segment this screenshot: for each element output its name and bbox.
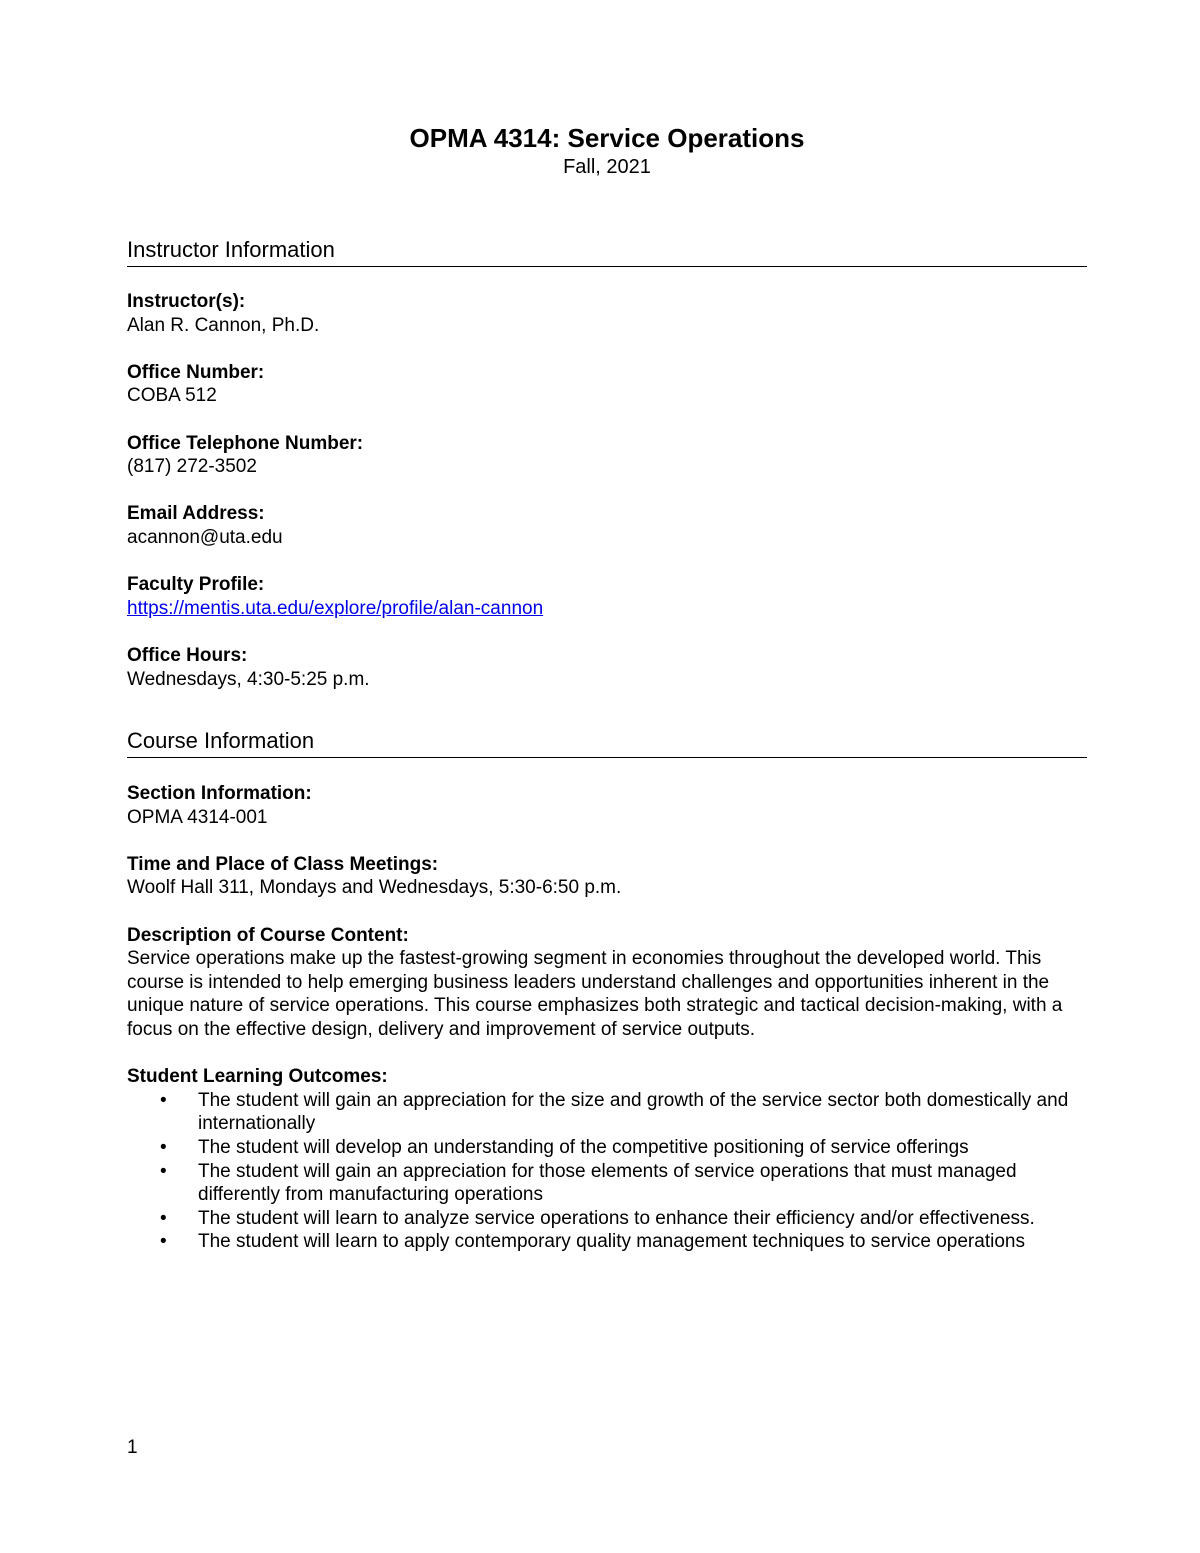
office-number-field: [127, 361, 1087, 408]
instructor-section-header: [127, 236, 1087, 267]
bullet-icon: •: [160, 1207, 167, 1229]
instructor-fields: [127, 290, 1087, 715]
office-hours: Wednesdays, 4:30-5:25 p.m.: [127, 668, 370, 690]
learning-outcomes-list: [127, 1089, 1087, 1254]
field-label: Section Information:: [127, 783, 312, 804]
bullet-icon: •: [160, 1136, 167, 1158]
list-item: [127, 1136, 1087, 1160]
field-label: Office Hours:: [127, 644, 248, 666]
office-hours-field: [127, 644, 1087, 691]
course-term: Fall, 2021: [563, 156, 651, 178]
course-title: OPMA 4314: Service Operations: [409, 123, 805, 153]
bullet-icon: •: [160, 1160, 167, 1182]
list-item: [127, 1207, 1087, 1231]
list-item: [127, 1230, 1087, 1254]
course-description: Service operations make up the fastest-growing segment in economies throughout the developed world. This course is intended to help emerging business leaders understand challenges and opportunities inherent in the unique nature of service operations. This course emphasizes both strategic and tactical decision-making, with a focus on the effective design, delivery and improvement of service outputs.: [127, 948, 1063, 1040]
course-section-heading: Course Information: [127, 727, 1087, 758]
outcome-text: The student will gain an appreciation for those elements of service operations that must managed differently from manufacturing operations: [198, 1160, 1017, 1206]
instructor-name: Alan R. Cannon, Ph.D.: [127, 314, 320, 336]
faculty-profile-field: [127, 573, 1087, 620]
course-section-header: [127, 727, 1087, 758]
page-number: 1: [127, 1437, 138, 1458]
office-telephone: (817) 272-3502: [127, 456, 257, 478]
list-item: [127, 1160, 1087, 1207]
outcome-text: The student will learn to apply contemporary quality management techniques to service operations: [198, 1231, 1025, 1253]
bullet-icon: •: [160, 1089, 167, 1111]
field-label: Instructor(s):: [127, 291, 246, 312]
field-label: Email Address:: [127, 503, 265, 525]
email-address: acannon@uta.edu: [127, 526, 283, 548]
bullet-icon: •: [160, 1231, 167, 1253]
class-meetings-field: [127, 853, 1087, 900]
learning-outcomes-field: [127, 1065, 1087, 1254]
course-description-field: [127, 924, 1087, 1042]
instructor-section-heading: Instructor Information: [127, 236, 1087, 267]
office-number: COBA 512: [127, 385, 217, 407]
instructor-field: [127, 290, 1087, 337]
outcome-text: The student will develop an understanding of the competitive positioning of service offerings: [198, 1136, 969, 1158]
list-item: [127, 1089, 1087, 1136]
field-label: Office Telephone Number:: [127, 432, 364, 454]
field-label: Student Learning Outcomes:: [127, 1066, 388, 1088]
section-information: OPMA 4314-001: [127, 806, 268, 828]
field-label: Time and Place of Class Meetings:: [127, 853, 439, 875]
course-fields: [127, 782, 1087, 1277]
field-label: Faculty Profile:: [127, 574, 265, 596]
class-meetings: Woolf Hall 311, Mondays and Wednesdays, 5:30-6:50 p.m.: [127, 877, 622, 899]
outcome-text: The student will gain an appreciation for the size and growth of the service sector both domestically and internationally: [198, 1089, 1069, 1135]
outcome-text: The student will learn to analyze service operations to enhance their efficiency and/or effectiveness.: [198, 1207, 1035, 1229]
field-label: Office Number:: [127, 361, 265, 383]
field-label: Description of Course Content:: [127, 924, 409, 946]
office-telephone-field: [127, 432, 1087, 479]
faculty-profile-link[interactable]: https://mentis.uta.edu/explore/profile/alan-cannon: [127, 597, 544, 619]
section-information-field: [127, 782, 1087, 829]
email-field: [127, 502, 1087, 549]
